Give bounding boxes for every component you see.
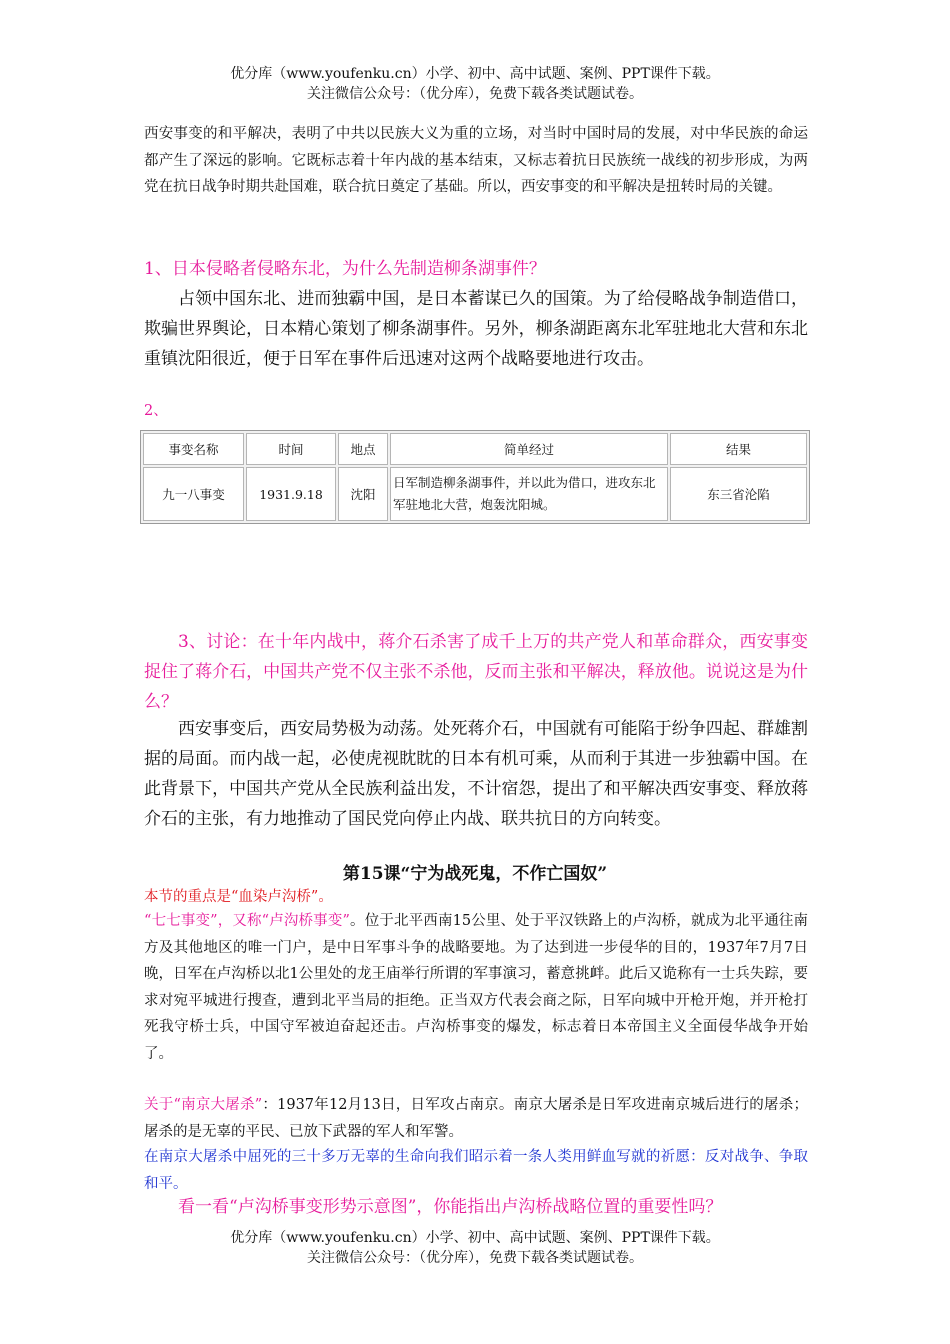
peace-paragraph: 在南京大屠杀中屈死的三十多万无辜的生命向我们昭示着一条人类用鲜血写就的祈愿：反对战争、争取和平。 (144, 1149, 808, 1192)
header-line-2: 关注微信公众号：（优分库），免费下载各类试题试卷。 (307, 86, 643, 102)
look-question: 看一看“卢沟桥事变形势示意图”，你能指出卢沟桥战略位置的重要性吗？ (178, 1197, 723, 1217)
table-cell: 日军制造柳条湖事件，并以此为借口，进攻东北军驻地北大营，炮轰沈阳城。 (390, 467, 668, 521)
table-cell: 东三省沦陷 (670, 467, 807, 521)
intro-paragraph: 西安事变的和平解决，表明了中共以民族大义为重的立场，对当时中国时局的发展，对中华民族的命运都产生了深远的影响。它既标志着十年内战的基本结束，又标志着抗日民族统一战线的初步形成，为两党在抗日战争时期共赴国难，联合抗日奠定了基础。所以，西安事变的和平解决是扭转时局的关键。 (144, 126, 808, 195)
nanjing-body: ：1937年12月13日，日军攻占南京。南京大屠杀是日军攻进南京城后进行的屠杀；屠杀的是无辜的平民、已放下武器的军人和军警。 (144, 1097, 808, 1140)
nanjing-paragraph (144, 1092, 808, 1145)
page-footer (0, 1228, 950, 1268)
table-cell: 九一八事变 (143, 467, 244, 521)
question-1: 1、日本侵略者侵略东北，为什么先制造柳条湖事件？ (144, 259, 546, 279)
incident-table (140, 430, 810, 524)
answer-1: 占领中国东北、进而独霸中国，是日本蓄谋已久的国策。为了给侵略战争制造借口，欺骗世界舆论，日本精心策划了柳条湖事件。另外，柳条湖距离东北军驻地北大营和东北重镇沈阳很近，便于日军在事件后迅速对这两个战略要地进行攻击。 (144, 289, 808, 369)
table-row (143, 467, 807, 521)
question-2-label: 2、 (144, 403, 168, 419)
table-cell: 沈阳 (338, 467, 388, 521)
question-3: 3、讨论：在十年内战中，蒋介石杀害了成千上万的共产党人和革命群众，西安事变捉住了蒋介石，中国共产党不仅主张不杀他，反而主张和平解决，释放他。说说这是为什么？ (144, 632, 808, 712)
nanjing-lead: 关于“南京大屠杀” (144, 1097, 263, 1113)
answer-3: 西安事变后，西安局势极为动荡。处死蒋介石，中国就有可能陷于纷争四起、群雄割据的局面。而内战一起，必使虎视眈眈的日本有机可乘，从而利于其进一步独霸中国。在此背景下，中国共产党从全民族利益出发，不计宿怨，提出了和平解决西安事变、释放蒋介石的主张，有力地推动了国民党向停止内战、联共抗日的方向转变。 (144, 719, 808, 829)
table-header-cell: 时间 (246, 433, 336, 465)
lugouqiao-paragraph (144, 908, 808, 1067)
table-header-cell: 简单经过 (390, 433, 668, 465)
lesson-title: 第15课“宁为战死鬼，不作亡国奴” (342, 864, 608, 884)
table-header-cell: 事变名称 (143, 433, 244, 465)
lugouqiao-lead: “七七事变”，又称“卢沟桥事变” (144, 913, 350, 929)
table-header-cell: 地点 (338, 433, 388, 465)
table-header-cell: 结果 (670, 433, 807, 465)
lesson-focus: 本节的重点是“血染卢沟桥”。 (144, 889, 333, 905)
page-header (0, 64, 950, 104)
footer-line-1: 优分库（www.youfenku.cn）小学、初中、高中试题、案例、PPT课件下载。 (230, 1230, 720, 1246)
header-line-1: 优分库（www.youfenku.cn）小学、初中、高中试题、案例、PPT课件下载。 (230, 66, 720, 82)
lugouqiao-body: 。位于北平西南15公里、处于平汉铁路上的卢沟桥，就成为北平通往南方及其他地区的唯一门户，是中日军事斗争的战略要地。为了达到进一步侵华的目的，1937年7月7日晚，日军在卢沟桥以北1公里处的龙王庙举行所谓的军事演习，蓄意挑衅。此后又诡称有一士兵失踪，要求对宛平城进行搜查，遭到北平当局的拒绝。正当双方代表会商之际，日军向城中开枪开炮，并开枪打死我守桥士兵，中国守军被迫奋起还击。卢沟桥事变的爆发，标志着日本帝国主义全面侵华战争开始了。 (144, 913, 808, 1062)
footer-line-2: 关注微信公众号：（优分库），免费下载各类试题试卷。 (307, 1250, 643, 1266)
table-cell: 1931.9.18 (246, 467, 336, 521)
table-header-row (143, 433, 807, 465)
